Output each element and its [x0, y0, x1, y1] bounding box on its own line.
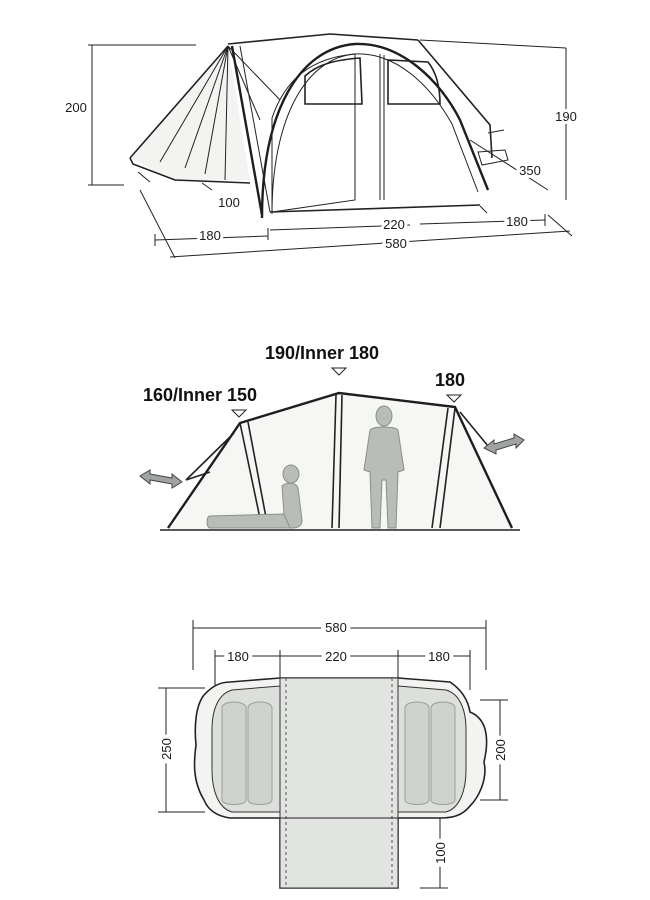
plan-porch-100-label: 100	[433, 842, 448, 864]
plan-seg-mid-label: 220	[325, 649, 347, 664]
canopy-100-label: 100	[218, 195, 240, 210]
seg-mid-220-label: 220	[383, 217, 405, 232]
rear-vent-arrow-icon	[484, 434, 524, 454]
plan-width-200-label: 200	[493, 739, 508, 761]
plan-width-250-label: 250	[159, 738, 174, 760]
rear-marker-icon	[447, 395, 461, 402]
plan-total-580-label: 580	[325, 620, 347, 635]
front-vent-arrow-icon	[140, 470, 182, 488]
plan-seg-right-label: 180	[428, 649, 450, 664]
front-marker-icon	[232, 410, 246, 417]
height-190-dimension	[420, 40, 577, 200]
front-height-label: 160/Inner 150	[142, 385, 258, 405]
center-height-label: 190/Inner 180	[264, 343, 380, 363]
plan-seg-left-label: 180	[227, 649, 249, 664]
tent-side-drawing	[160, 393, 520, 530]
rear-height-label: 180	[434, 370, 466, 390]
width-350-label: 350	[519, 163, 541, 178]
seg-front-180-label: 180	[199, 228, 221, 243]
plan-porch-100-dimension	[420, 818, 448, 888]
perspective-view	[65, 34, 577, 258]
length-segments-dimension	[155, 214, 545, 246]
width-350-dimension	[470, 130, 548, 190]
side-profile-view	[140, 343, 524, 530]
tent-perspective-drawing	[130, 34, 508, 218]
height-190-label: 190	[555, 109, 577, 124]
total-580-label: 580	[385, 236, 407, 251]
center-marker-icon	[332, 368, 346, 375]
floor-plan-view	[158, 620, 508, 888]
height-200-label: 200	[65, 100, 87, 115]
seg-rear-180-label: 180	[506, 214, 528, 229]
